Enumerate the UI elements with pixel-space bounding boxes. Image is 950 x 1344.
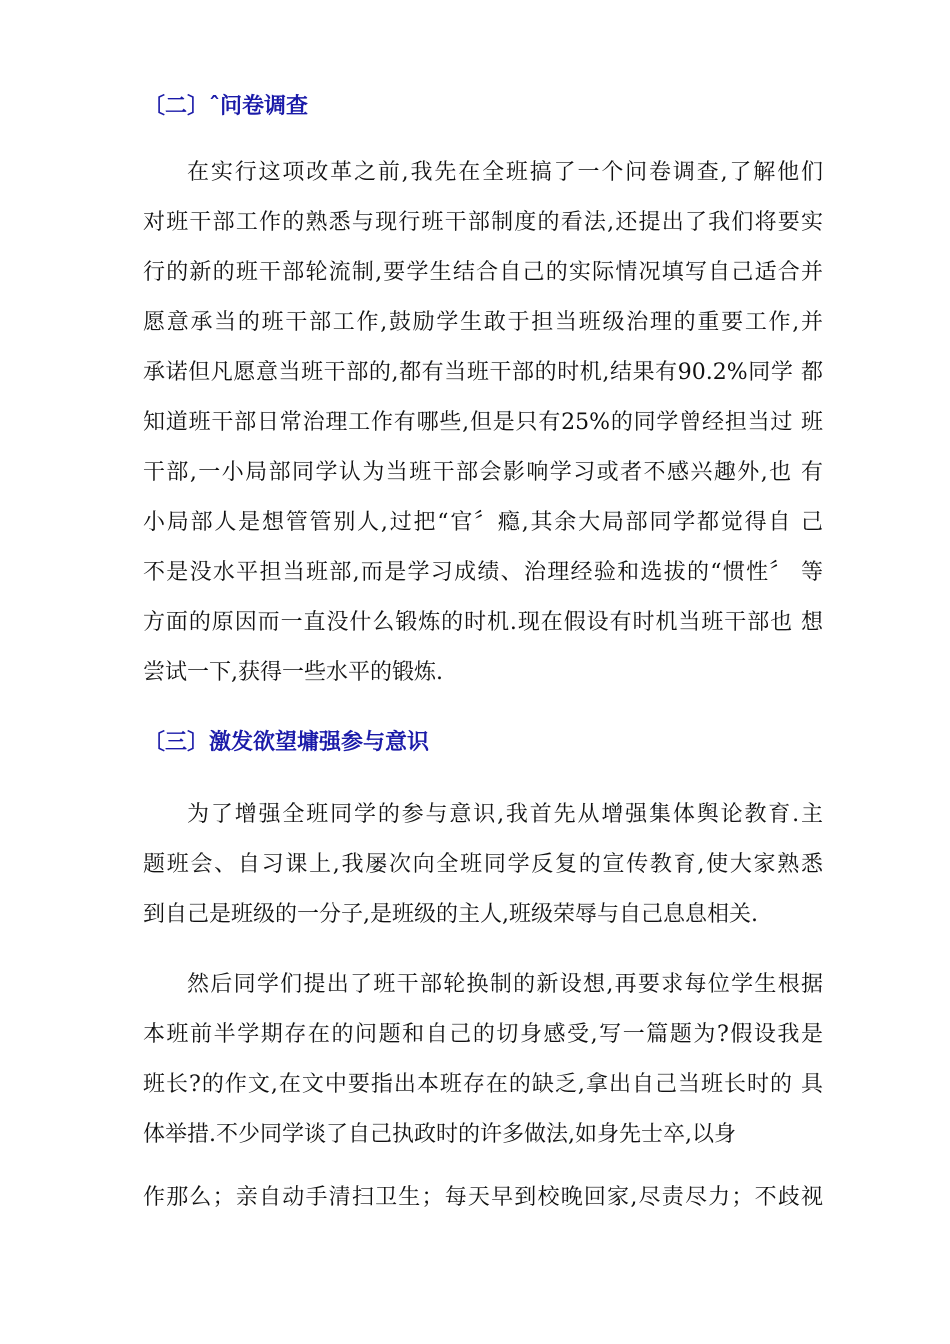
section-heading-motivation: 〔三〕激发欲望墉强参与意识 [143, 730, 430, 755]
paragraph-line: 本班前半学期存在的问题和自己的切身感受,写一篇题为?假设我是 [143, 1022, 823, 1047]
paragraph-line: 作那么；亲自动手清扫卫生；每天早到校晚回家,尽责尽力；不歧视 [143, 1185, 823, 1210]
paragraph-line: 行的新的班干部轮流制,要学生结合自己的实际情况填写自己适合并 [143, 260, 823, 285]
paragraph-line: 尝试一下,获得一些水平的锻炼. [143, 660, 443, 685]
paragraph-motivation-1 [143, 790, 823, 940]
paragraph-line: 对班干部工作的熟悉与现行班干部制度的看法,还提出了我们将要实 [143, 210, 823, 235]
paragraph-line: 小局部人是想管管别人,过把“官〞瘾,其余大局部同学都觉得自 己 [143, 510, 823, 535]
paragraph-line: 方面的原因而一直没什么锻炼的时机.现在假设有时机当班干部也 想 [143, 610, 823, 635]
paragraph-line: 干部,一小局部同学认为当班干部会影响学习或者不感兴趣外,也 有 [143, 460, 823, 485]
paragraph-line: 然后同学们提出了班干部轮换制的新设想,再要求每位学生根据 [187, 972, 823, 997]
paragraph-line: 承诺但凡愿意当班干部的,都有当班干部的时机,结果有90.2%同学 都 [143, 360, 823, 385]
paragraph-line: 愿意承当的班干部工作,鼓励学生敢于担当班级治理的重要工作,并 [143, 310, 823, 335]
paragraph-line: 到自己是班级的一分子,是班级的主人,班级荣辱与自己息息相关. [143, 902, 758, 927]
paragraph-questionnaire [143, 148, 823, 698]
section-heading-questionnaire: 〔二〕ˆ问卷调查 [143, 94, 309, 119]
paragraph-line: 体举措.不少同学谈了自己执政时的许多做法,如身先士卒,以身 [143, 1122, 736, 1147]
paragraph-motivation-2 [143, 960, 823, 1223]
paragraph-line: 知道班干部日常治理工作有哪些,但是只有25%的同学曾经担当过 班 [143, 410, 823, 435]
paragraph-line: 题班会、自习课上,我屡次向全班同学反复的宣传教育,使大家熟悉 [143, 852, 823, 877]
paragraph-line: 不是没水平担当班部,而是学习成绩、治理经验和选拔的“惯性〞 等 [143, 560, 823, 585]
paragraph-line: 在实行这项改革之前,我先在全班搞了一个问卷调查,了解他们 [187, 160, 823, 185]
paragraph-line: 为了增强全班同学的参与意识,我首先从增强集体舆论教育.主 [187, 802, 823, 827]
paragraph-line: 班长?的作文,在文中要指出本班存在的缺乏,拿出自己当班长时的 具 [143, 1072, 823, 1097]
